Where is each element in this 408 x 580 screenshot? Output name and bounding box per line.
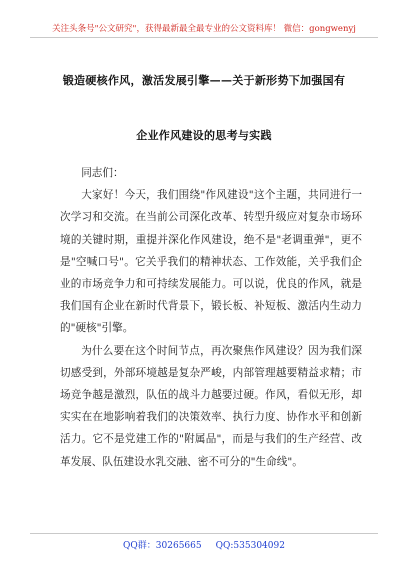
- qq-contact-number: QQ:535304092: [215, 541, 285, 551]
- qq-group-number: QQ群：30265665: [123, 541, 202, 551]
- header-divider: [30, 37, 378, 38]
- document-body: [60, 162, 362, 473]
- document-title-line-2: 企业作风建设的思考与实践: [136, 129, 272, 142]
- page-footer: [30, 538, 378, 551]
- greeting: 同志们：: [81, 167, 124, 179]
- footer-divider: [30, 533, 378, 534]
- body-paragraph-1: 大家好！今天，我们围绕"作风建设"这个主题，共同进行一次学习和交流。在当前公司深化改革、转型升级应对复杂市场环境的关键时期，重提并深化作风建设，绝不是"老调重弹"，更不是"空喊口号"。它关乎我们的精神状态、工作效能，关乎我们企业的市场竞争力和可持续发展能力。可以说，优良的作风，就是我们国有企业在新时代背景下，锻长板、补短板、激活内生动力的"硬核"引擎。: [60, 189, 362, 335]
- document-title-line-1: 锻造硬核作风，激活发展引擎——关于新形势下加强国有: [62, 74, 346, 87]
- body-paragraph-2: 为什么要在这个时间节点，再次聚焦作风建设？因为我们深切感受到，外部环境越是复杂严峻，内部管理越要精益求精；市场竞争越是激烈，队伍的战斗力越要过硬。作风，看似无形，却实实在在地影响着我们的决策效率、执行力度、协作水平和创新活力。它不是党建工作的"附属品"，而是与我们的生产经营、改革发展、队伍建设水乳交融、密不可分的"生命线"。: [60, 344, 362, 468]
- page-header: 关注头条号"公文研究"，获得最新最全最专业的公文资料库！ 微信：gongwenyj: [52, 24, 356, 34]
